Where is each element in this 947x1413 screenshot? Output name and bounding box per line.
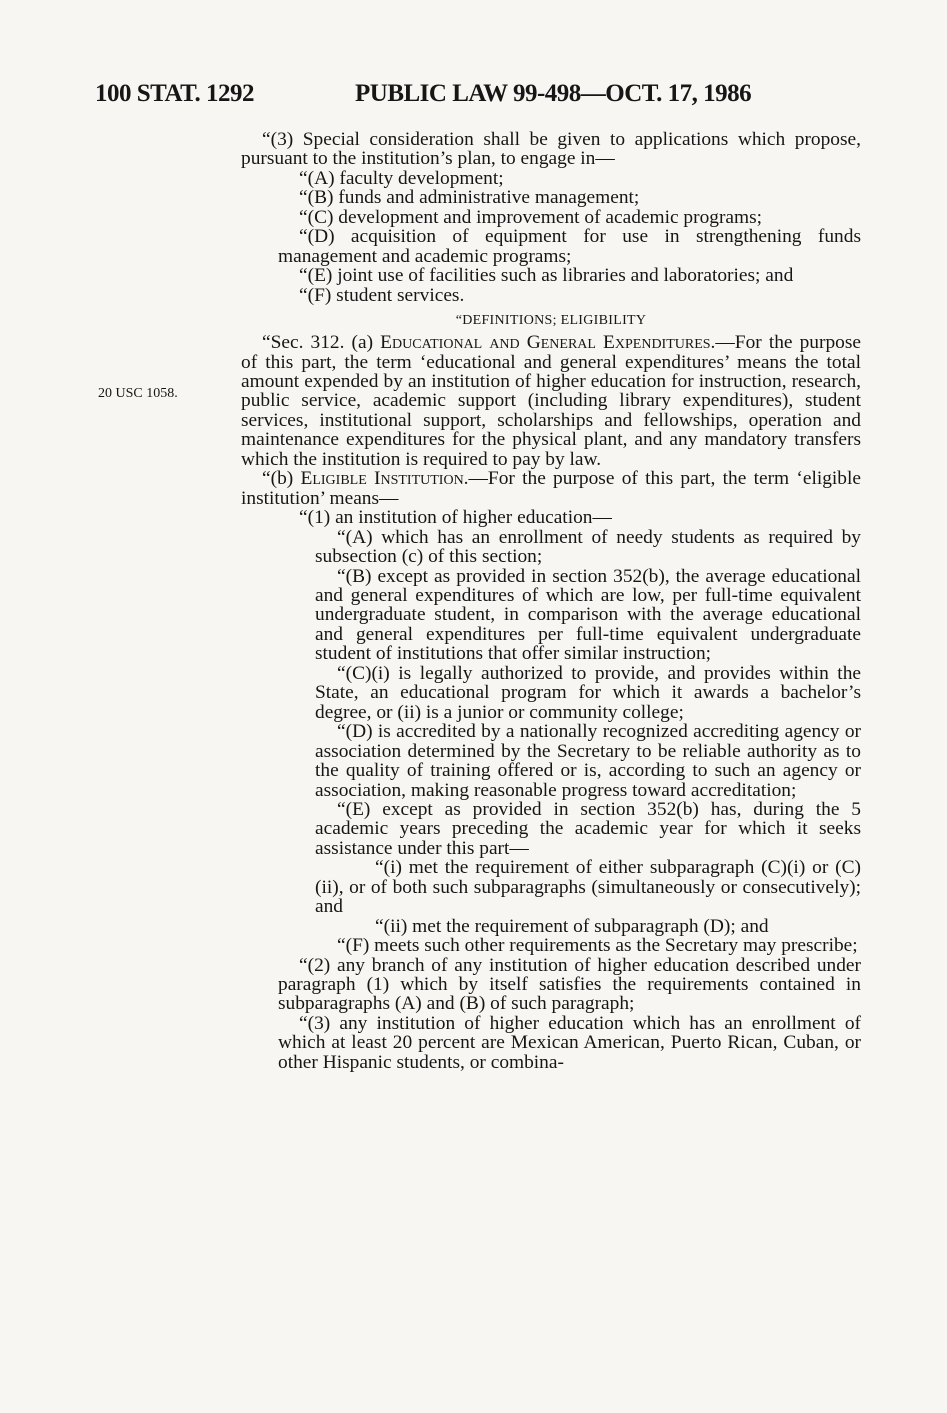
subparagraph-d: “(D) acquisition of equipment for use in strengthening funds management and academic programs; <box>278 226 861 267</box>
section-text: —For the purpose of this part, the term ‘educational and general expenditures’ means the total amount expended by an institution of higher education for instruction, research, public service, academic support (including library expenditures), student services, institutional support, scholarships and fellowships, operation and maintenance expenditures for the physical plant, and any mandatory transfers which the institution is required to pay by law. <box>241 332 861 470</box>
clause-3: “(3) any institution of higher education which has an enrollment of which at least 20 percent are Mexican American, Puerto Rican, Cuban, or other Hispanic students, or combina- <box>278 1012 861 1073</box>
document-body <box>241 130 861 1072</box>
section-heading: “DEFINITIONS; ELIGIBILITY <box>455 313 647 329</box>
section-312-b <box>241 469 861 508</box>
section-312-a <box>241 333 861 469</box>
subparagraph-c: “(C) development and improvement of academic programs; <box>299 206 763 228</box>
subsection-heading: Eligible Institution. <box>300 468 469 490</box>
clause-1-f: “(F) meets such other requirements as the Secretary may prescribe; <box>337 935 858 957</box>
clause-1-e: “(E) except as provided in section 352(b) has, during the 5 academic years preceding the academic year for which it seeks assistance under this part— <box>315 798 861 859</box>
clause-1-e-i: “(i) met the requirement of either subparagraph (C)(i) or (C)(ii), or of both such subparagraphs (simultaneously or consecutively); and <box>315 857 861 918</box>
section-lead: “Sec. 312. (a) <box>262 332 381 354</box>
subparagraph-f: “(F) student services. <box>299 284 465 306</box>
clause-1-b: “(B) except as provided in section 352(b), the average educational and general expenditures of which are low, per full-time equivalent undergraduate student, in comparison with the average educational and general expenditures per full-time equivalent undergraduate student of institutions that offer similar instruction; <box>315 565 861 665</box>
clause-1-d: “(D) is accredited by a nationally recognized accrediting agency or association determined by the Secretary to be reliable authority as to the quality of training offered or is, according to such an agency or association, making reasonable progress toward accreditation; <box>315 721 861 801</box>
clause-1-a: “(A) which has an enrollment of needy students as required by subsection (c) of this section; <box>315 526 861 568</box>
page-title: PUBLIC LAW 99-498—OCT. 17, 1986 <box>355 80 752 107</box>
page-header <box>95 80 855 114</box>
statute-citation: 100 STAT. 1292 <box>95 80 254 107</box>
subparagraph-e: “(E) joint use of facilities such as libraries and laboratories; and <box>299 265 794 287</box>
paragraph-special-consideration: “(3) Special consideration shall be given to applications which propose, pursuant to the institution’s plan, to engage in— <box>241 129 861 170</box>
clause-2: “(2) any branch of any institution of higher education described under paragraph (1) which by itself satisfies the requirements contained in subparagraphs (A) and (B) of such paragraph; <box>278 954 861 1015</box>
section-subheading: Educational and General Expenditures. <box>380 332 716 354</box>
clause-1-c: “(C)(i) is legally authorized to provide, and provides within the State, an educational program for which it awards a bachelor’s degree, or (ii) is a junior or community college; <box>315 662 861 723</box>
subsection-text: —For the purpose of this part, the term ‘eligible institution’ means— <box>241 468 861 509</box>
subparagraph-a: “(A) faculty development; <box>299 167 504 189</box>
margin-citation: 20 USC 1058. <box>98 386 178 401</box>
clause-1-e-ii: “(ii) met the requirement of subparagraph (D); and <box>375 915 769 937</box>
subsection-lead: “(b) <box>262 468 301 490</box>
subparagraph-b: “(B) funds and administrative management; <box>299 187 640 209</box>
clause-1: “(1) an institution of higher education— <box>299 507 612 529</box>
